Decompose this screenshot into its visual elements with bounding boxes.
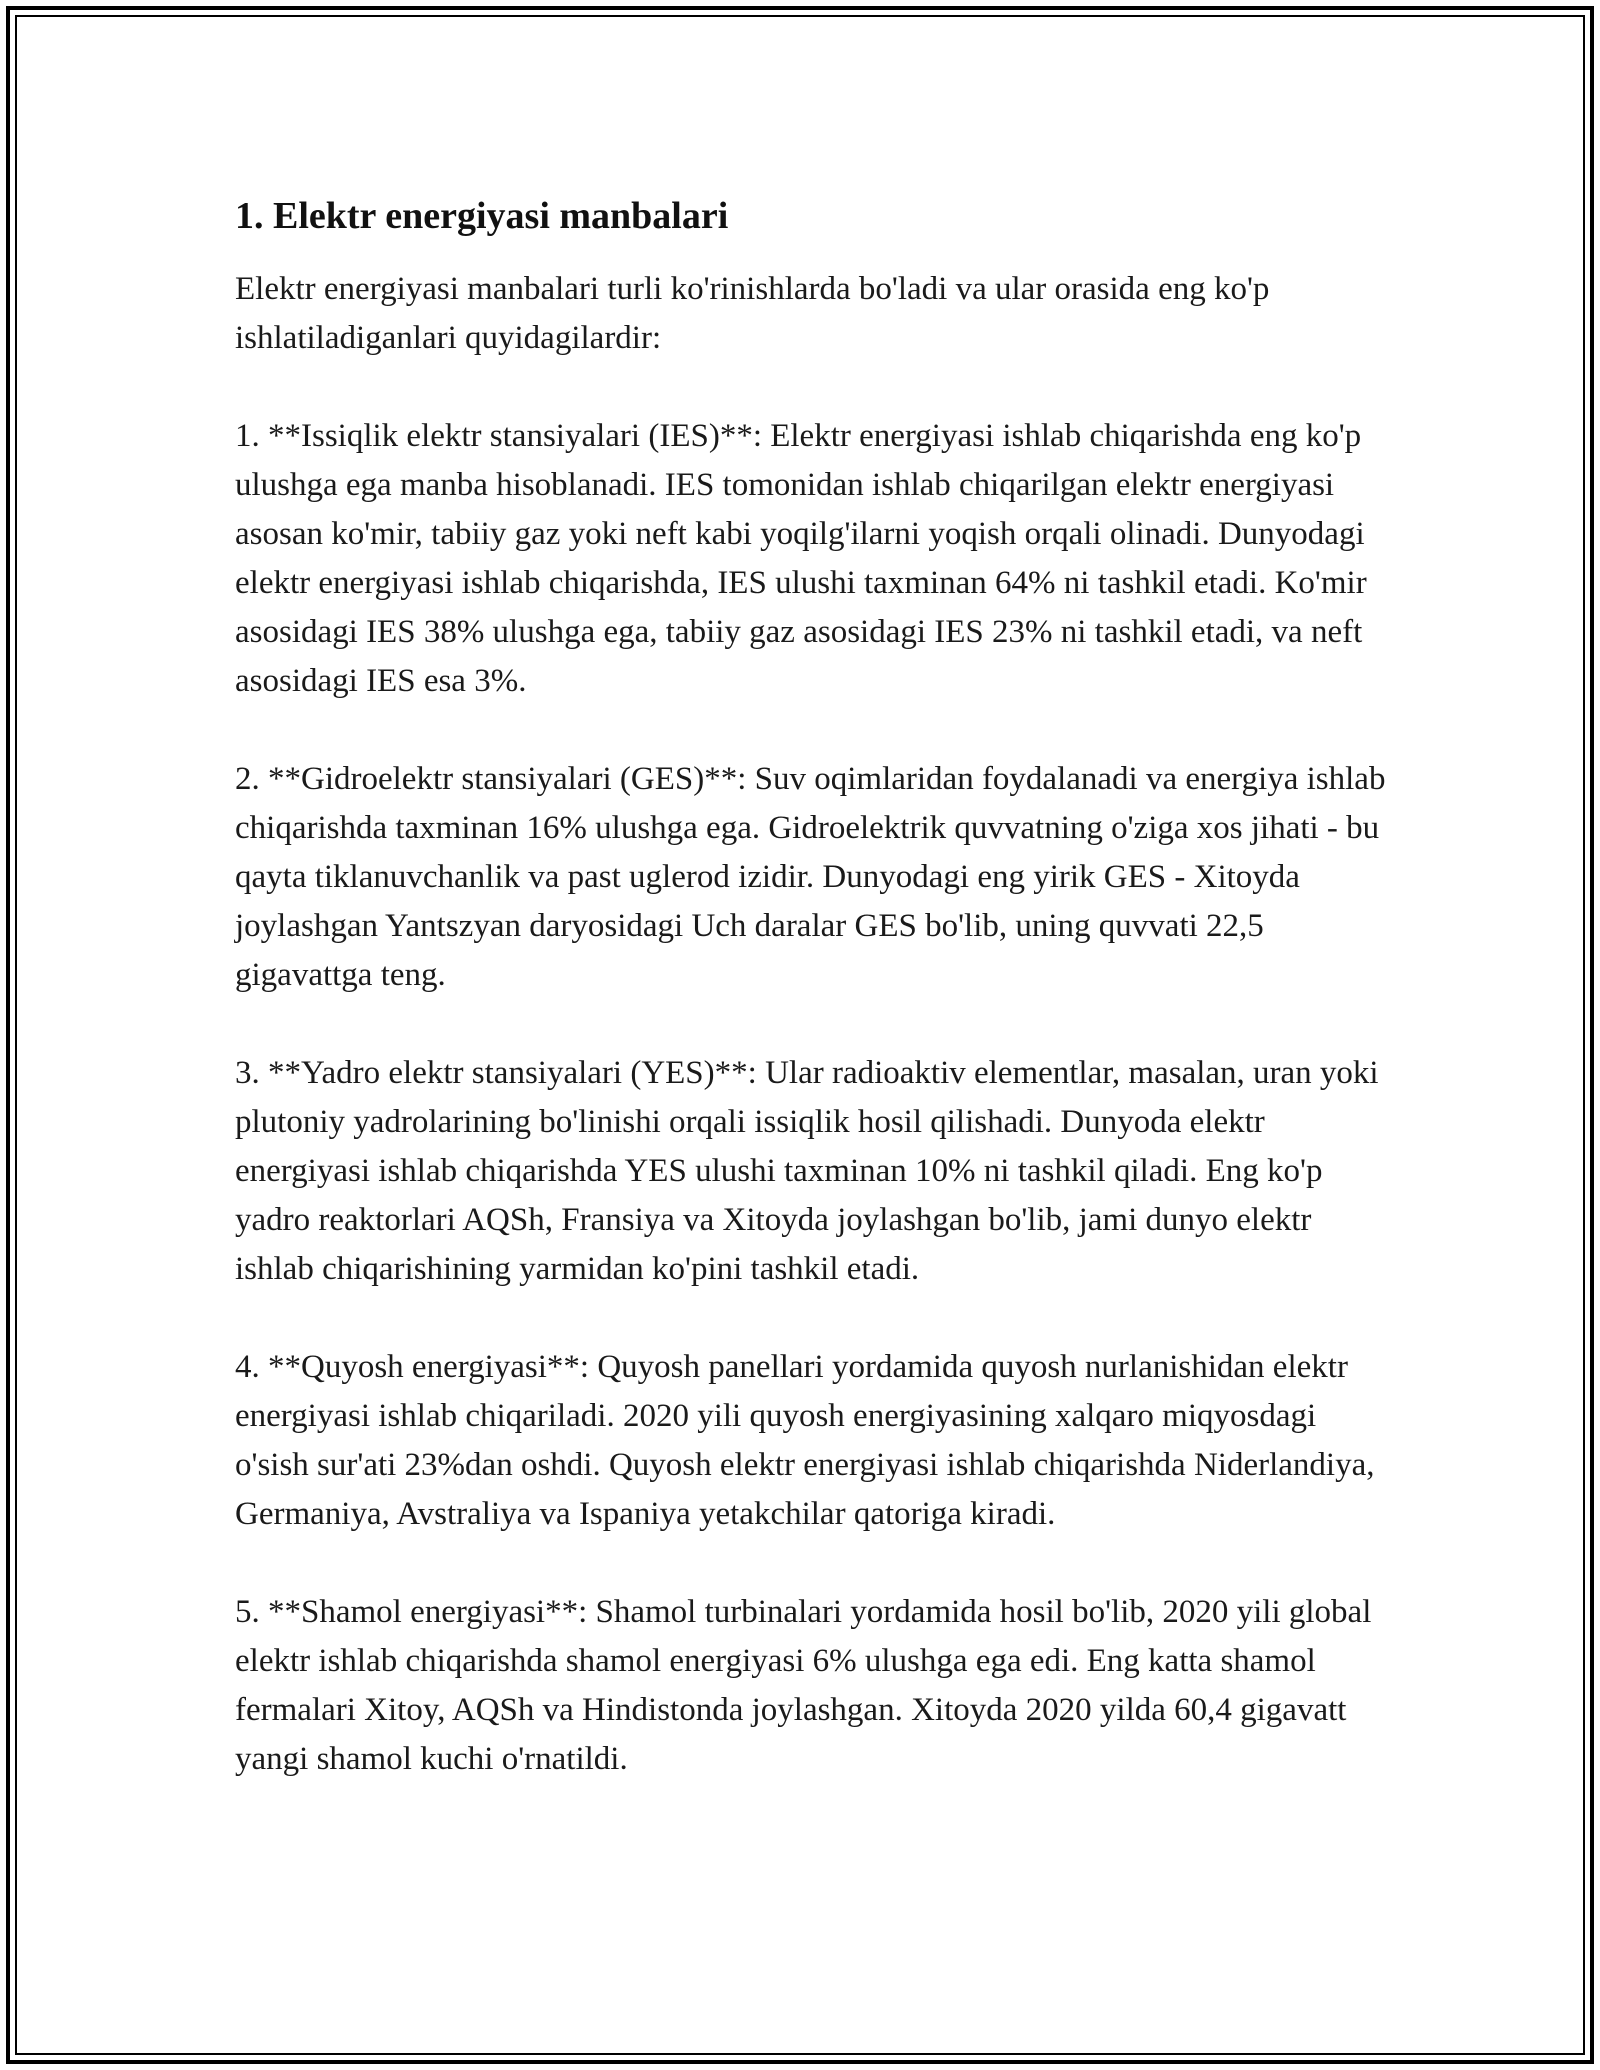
paragraph-solar: 4. **Quyosh energiyasi**: Quyosh panellari yordamida quyosh nurlanishidan elektr energiyasi ishlab chiqariladi. 2020 yili quyosh energiyasining xalqaro miqyosdagi o'sish sur'ati 23%dan oshdi. Quyosh elektr energiyasi ishlab chiqarishda Niderlandiya, Germaniya, Avstraliya va Ispaniya yetakchilar qatoriga kiradi.: [235, 1349, 1375, 1533]
document-heading: 1. Elektr energiyasi manbalari: [235, 195, 729, 237]
paragraph-wind: 5. **Shamol energiyasi**: Shamol turbinalari yordamida hosil bo'lib, 2020 yili global elektr ishlab chiqarishda shamol energiyasi 6% ulushga ega edi. Eng katta shamol fermalari Xitoy, AQSh va Hindistonda joylashgan. Xitoyda 2020 yilda 60,4 gigavatt yangi shamol kuchi o'rnatildi.: [235, 1594, 1372, 1778]
paragraph-ies: 1. **Issiqlik elektr stansiyalari (IES)**: Elektr energiyasi ishlab chiqarishda eng ko'p ulushga ega manba hisoblanadi. IES tomonidan ishlab chiqarilgan elektr energiyasi asosan ko'mir, tabiiy gaz yoki neft kabi yoqilg'ilarni yoqish orqali olinadi. Dunyodagi elektr energiyasi ishlab chiqarishda, IES ulushi taxminan 64% ni tashkil etadi. Ko'mir asosidagi IES 38% ulushga ega, tabiiy gaz asosidagi IES 23% ni tashkil etadi, va neft asosidagi IES esa 3%.: [235, 418, 1367, 700]
paragraph-yes: 3. **Yadro elektr stansiyalari (YES)**: Ular radioaktiv elementlar, masalan, uran yoki plutoniy yadrolarining bo'linishi orqali issiqlik hosil qilishadi. Dunyoda elektr energiyasi ishlab chiqarishda YES ulushi taxminan 10% ni tashkil qiladi. Eng ko'p yadro reaktorlari AQSh, Fransiya va Xitoyda joylashgan bo'lib, jami dunyo elektr ishlab chiqarishining yarmidan ko'pini tashkil etadi.: [235, 1055, 1379, 1288]
paragraph-ges: 2. **Gidroelektr stansiyalari (GES)**: Suv oqimlaridan foydalanadi va energiya ishlab chiqarishda taxminan 16% ulushga ega. Gidroelektrik quvvatning o'ziga xos jihati - bu qayta tiklanuvchanlik va past uglerod izidir. Dunyodagi eng yirik GES - Xitoyda joylashgan Yantszyan daryosidagi Uch daralar GES bo'lib, uning quvvati 22,5 gigavattga teng.: [235, 761, 1386, 994]
intro-paragraph: Elektr energiyasi manbalari turli ko'rinishlarda bo'ladi va ular orasida eng ko'p ishlatiladiganlari quyidagilardir:: [235, 271, 1270, 357]
document-body: [235, 180, 1395, 1833]
